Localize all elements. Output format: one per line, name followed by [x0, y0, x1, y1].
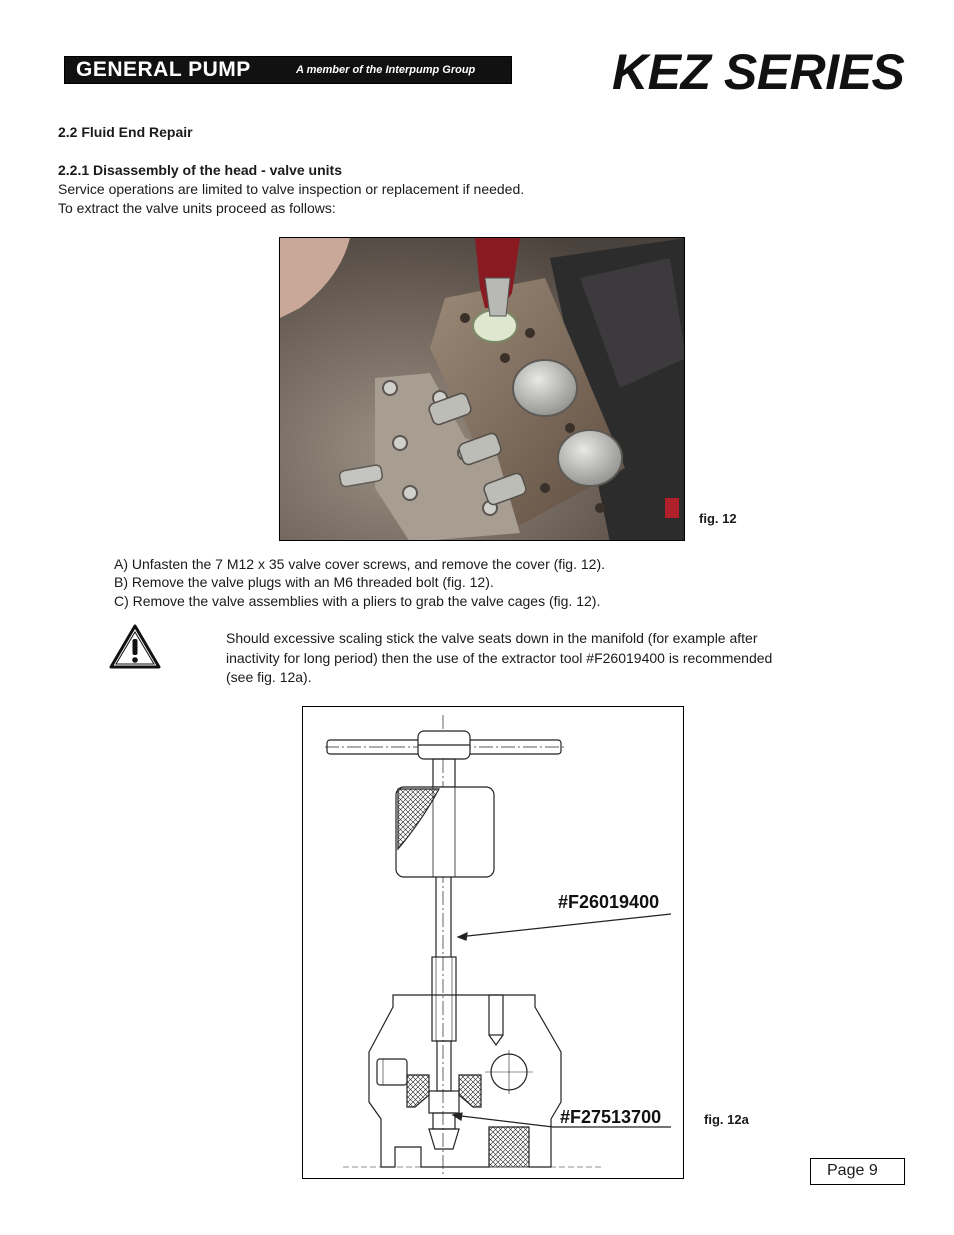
- step-b: B) Remove the valve plugs with an M6 threaded bolt (fig. 12).: [114, 574, 494, 590]
- warning-line-3: (see fig. 12a).: [226, 669, 312, 685]
- subsection-heading: 2.2.1 Disassembly of the head - valve units: [58, 162, 342, 178]
- warning-text: [226, 629, 856, 688]
- photo-caption: fig. 12: [699, 511, 737, 526]
- step-a: A) Unfasten the 7 M12 x 35 valve cover screws, and remove the cover (fig. 12).: [114, 556, 605, 572]
- brand-name: GENERAL PUMP: [76, 58, 251, 81]
- warning-line-2: inactivity for long period) then the use of the extractor tool #F26019400 is recommended: [226, 649, 773, 666]
- section-heading: 2.2 Fluid End Repair: [58, 124, 193, 140]
- brand-tagline: A member of the Interpump Group: [296, 64, 476, 76]
- step-c: C) Remove the valve assemblies with a pliers to grab the valve cages (fig. 12).: [114, 593, 601, 609]
- intro-line-2: To extract the valve units proceed as follows:: [58, 200, 336, 216]
- drawing-caption: fig. 12a: [704, 1112, 749, 1127]
- warning-triangle-icon: [108, 622, 162, 672]
- series-title: KEZ SERIES: [612, 44, 905, 100]
- pump-head-photo: [279, 237, 685, 541]
- warning-line-1: Should excessive scaling stick the valve seats down in the manifold (for example after: [226, 630, 758, 646]
- part-label-extractor: #F26019400: [558, 892, 660, 912]
- part-label-seat: #F27513700: [560, 1107, 662, 1127]
- page-number: Page 9: [810, 1158, 905, 1185]
- intro-line-1: Service operations are limited to valve inspection or replacement if needed.: [58, 181, 525, 197]
